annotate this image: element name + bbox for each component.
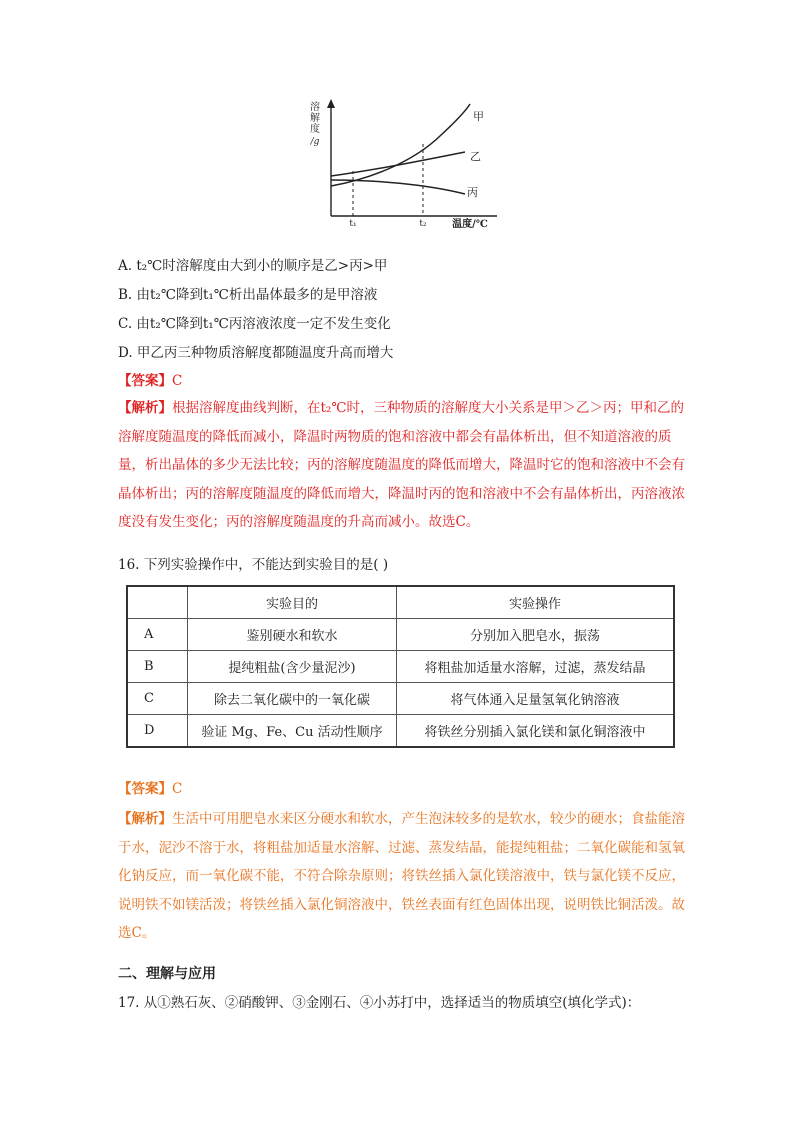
table-cell: 将气体通入足量氢氧化钠溶液: [397, 683, 675, 715]
analysis-tag: 【解析】: [118, 811, 172, 827]
q17-stem: 17. 从①熟石灰、②硝酸钾、③金刚石、④小苏打中，选择适当的物质填空(填化学式)：: [118, 995, 641, 1011]
table-cell: 将铁丝分别插入氯化镁和氯化铜溶液中: [397, 715, 675, 748]
option-a: A. t₂℃时溶解度由大到小的顺序是乙>丙>甲: [118, 258, 388, 274]
answer-tag: 【答案】: [118, 373, 172, 389]
table-cell: 提纯粗盐(含少量泥沙): [188, 651, 397, 683]
table-cell: 鉴别硬水和软水: [188, 619, 397, 651]
option-c: C. 由t₂℃降到t₁℃丙溶液浓度一定不发生变化: [118, 316, 391, 332]
series-label-jia: 甲: [473, 110, 484, 123]
ylabel-char: 解: [310, 113, 320, 124]
ylabel-char: 溶: [310, 102, 320, 113]
option-d: D. 甲乙丙三种物质溶解度都随温度升高而增大: [118, 345, 394, 361]
table-header: [127, 586, 188, 619]
analysis-text: 根据溶解度曲线判断，在t₂℃时，三种物质的溶解度大小关系是甲＞乙＞丙；甲和乙的溶解度随温度的降低而减小，降温时两物质的饱和溶液中都会有晶体析出，但不知道溶液的质量，析出晶体的多少无法比较；丙的溶解度随温度的降低而增大，降温时它的饱和溶液中不会有晶体析出；丙的溶解度随温度的降低而增大，降温时丙的饱和溶液中不会有晶体析出，丙溶液浓度没有发生变化；丙的溶解度随温度的升高而减小。故选C。: [118, 400, 685, 530]
x-tick-label: t₂: [419, 219, 427, 229]
table-row: [127, 619, 674, 651]
ylabel-char: 度: [310, 124, 320, 135]
option-b: B. 由t₂℃降到t₁℃析出晶体最多的是甲溶液: [118, 287, 378, 303]
ylabel-char: /g: [310, 137, 320, 147]
table-row: [127, 715, 674, 748]
q16-answer: [118, 779, 182, 799]
x-axis-label: 温度/℃: [452, 219, 488, 230]
table-header-row: [127, 586, 674, 619]
table-header: 实验目的: [188, 586, 397, 619]
table-row: [127, 683, 674, 715]
analysis-tag: 【解析】: [118, 400, 172, 416]
table-cell: D: [127, 715, 188, 748]
analysis-text: 生活中可用肥皂水来区分硬水和软水，产生泡沫较多的是软水，较少的硬水；食盐能溶于水，泥沙不溶于水，将粗盐加适量水溶解、过滤、蒸发结晶，能提纯粗盐；二氧化碳能和氢氧化钠反应，而一氧化碳不能，不符合除杂原则；将铁丝插入氯化镁溶液中，铁与氯化镁不反应，说明铁不如镁活泼；将铁丝插入氯化铜溶液中，铁丝表面有红色固体出现，说明铁比铜活泼。故选C。: [118, 811, 685, 941]
table-cell: B: [127, 651, 188, 683]
q15-answer: [118, 371, 182, 391]
answer-value: C: [172, 373, 183, 389]
table-row: [127, 651, 674, 683]
answer-tag: 【答案】: [118, 781, 172, 797]
y-axis-arrow: [327, 99, 335, 108]
table-cell: 将粗盐加适量水溶解，过滤，蒸发结晶: [397, 651, 675, 683]
q16-analysis: [118, 805, 693, 948]
section-title: 二、理解与应用: [118, 966, 216, 982]
experiment-table: [126, 585, 675, 748]
q16-stem: 16. 下列实验操作中，不能达到实验目的是( ): [118, 557, 389, 573]
series-line-jia: [331, 104, 470, 186]
table-cell: 验证 Mg、Fe、Cu 活动性顺序: [188, 715, 397, 748]
series-label-bing: 丙: [467, 186, 478, 199]
table-cell: A: [127, 619, 188, 651]
table-header: 实验操作: [397, 586, 675, 619]
solubility-chart: [305, 96, 505, 230]
table-cell: 分别加入肥皂水，振荡: [397, 619, 675, 651]
q15-analysis: [118, 394, 693, 537]
answer-value: C: [172, 781, 183, 797]
table-cell: C: [127, 683, 188, 715]
x-tick-label: t₁: [349, 219, 357, 229]
series-label-yi: 乙: [470, 150, 481, 163]
table-cell: 除去二氧化碳中的一氧化碳: [188, 683, 397, 715]
